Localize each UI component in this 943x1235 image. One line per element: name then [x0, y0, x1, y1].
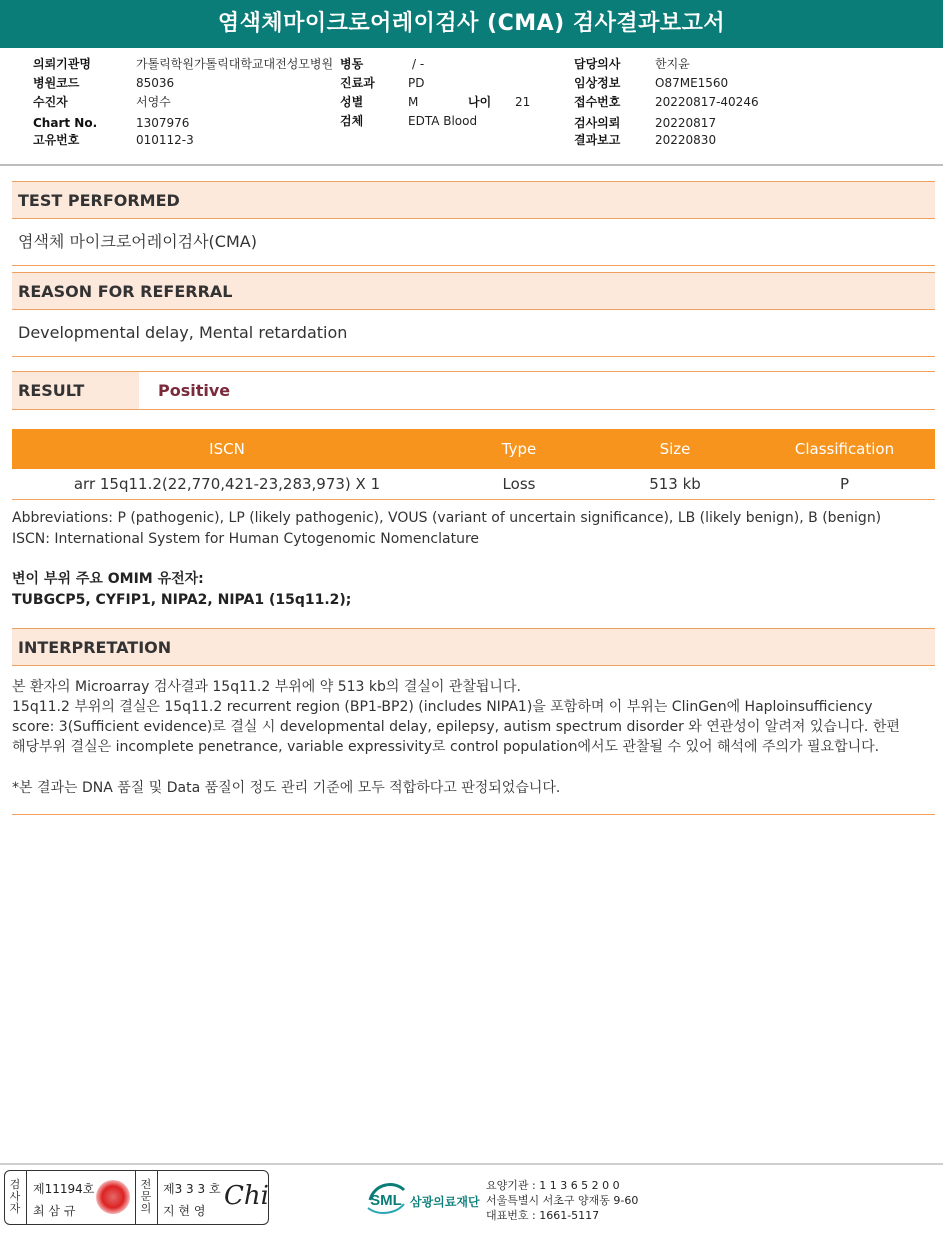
clinical-info-value: O87ME1560: [655, 76, 729, 90]
handwritten-signature: Chi: [224, 1181, 269, 1211]
footer-divider: [0, 1163, 943, 1165]
test-performed-text: 염색체 마이크로어레이검사(CMA): [12, 219, 935, 266]
vertical-char: 의: [140, 1202, 152, 1215]
reason-section: [12, 272, 935, 357]
reason-text: Developmental delay, Mental retardation: [12, 310, 935, 357]
result-value: Positive: [158, 381, 231, 400]
institution-label: 의뢰기관명: [33, 57, 91, 71]
examiner-name: 최 삼 규: [33, 1204, 76, 1218]
results-table: [12, 429, 935, 500]
age-label: 나이: [468, 95, 492, 109]
vertical-char: 전: [140, 1178, 152, 1191]
ward-label: 병동: [340, 57, 364, 71]
test-performed-section: [12, 181, 935, 266]
test-performed-heading: TEST PERFORMED: [12, 181, 935, 219]
omim-title: 변이 부위 주요 OMIM 유전자:: [12, 571, 204, 587]
quality-note: *본 결과는 DNA 품질 및 Data 품질이 정도 관리 기준에 모두 적합하다고 판정되었습니다.: [12, 780, 561, 796]
iscn-definition: ISCN: International System for Human Cytogenomic Nomenclature: [12, 531, 480, 547]
interpretation-heading: INTERPRETATION: [12, 628, 935, 666]
report-title: 염색체마이크로어레이검사 (CMA) 검사결과보고서: [0, 0, 943, 48]
result-row: [12, 371, 935, 410]
org-phone: 대표번호 : 1661-5117: [486, 1209, 600, 1222]
interpretation-line: 15q11.2 부위의 결실은 15q11.2 recurrent region (BP1-BP2) (includes NIPA1)을 포함하며 이 부위는 ClinGen에 Haploinsufficiency: [12, 699, 873, 715]
department-value: PD: [408, 76, 425, 90]
sml-logo-icon: [364, 1178, 408, 1218]
org-name: 삼광의료재단: [410, 1195, 480, 1209]
specialist-name: 지 현 영: [163, 1204, 206, 1218]
cell-type: Loss: [442, 469, 596, 499]
vertical-char: 사: [9, 1190, 21, 1203]
vertical-char: 검: [9, 1178, 21, 1191]
cell-iscn: arr 15q11.2(22,770,421-23,283,973) X 1: [12, 469, 442, 499]
doctor-value: 한지윤: [655, 57, 690, 71]
unique-no-label: 고유번호: [33, 133, 80, 147]
col-size: Size: [596, 429, 754, 469]
hospital-code-value: 85036: [136, 76, 175, 90]
examiner-license: 제11194호: [33, 1182, 95, 1196]
vertical-char: 자: [9, 1202, 21, 1215]
sex-label: 성별: [340, 95, 364, 109]
table-row: [12, 469, 935, 499]
sig-divider: [26, 1171, 27, 1224]
interpretation-line: 본 환자의 Microarray 검사결과 15q11.2 부위에 약 513 kb의 결실이 관찰됩니다.: [12, 679, 521, 695]
header-divider: [0, 164, 943, 166]
col-iscn: ISCN: [12, 429, 442, 469]
sig-divider: [157, 1171, 158, 1224]
cell-size: 513 kb: [596, 469, 754, 499]
results-table-header: [12, 429, 935, 469]
seal-stamp-icon: [96, 1180, 130, 1214]
clinical-info-label: 임상정보: [574, 76, 621, 90]
sml-logo-text: SML: [370, 1192, 402, 1209]
sex-value: M: [408, 95, 419, 109]
abbreviations-line: Abbreviations: P (pathogenic), LP (likely pathogenic), VOUS (variant of uncertain significance), LB (likely benign), B (benign): [12, 510, 882, 526]
org-address: 서울특별시 서초구 양재동 9-60: [486, 1194, 639, 1207]
chart-no-label: Chart No.: [33, 116, 98, 130]
department-label: 진료과: [340, 76, 375, 90]
interpretation-line: score: 3(Sufficient evidence)로 결실 시 developmental delay, epilepsy, autism spectrum disorder 와 연관성이 알려져 있습니다. 한편: [12, 719, 900, 735]
receipt-no-label: 접수번호: [574, 95, 621, 109]
patient-label: 수진자: [33, 95, 68, 109]
signature-box: [4, 1170, 269, 1225]
sig-divider: [135, 1171, 136, 1224]
specialist-vertical-label: [139, 1179, 153, 1215]
age-value: 21: [515, 95, 531, 109]
result-label: RESULT: [12, 372, 139, 409]
doctor-label: 담당의사: [574, 57, 621, 71]
institution-value: 가톨릭학원가톨릭대학교대전성모병원: [136, 57, 334, 71]
reason-heading: REASON FOR REFERRAL: [12, 272, 935, 310]
cell-classification: P: [754, 469, 935, 499]
patient-value: 서영수: [136, 95, 171, 109]
request-date-value: 20220817: [655, 116, 717, 130]
unique-no-value: 010112-3: [136, 133, 194, 147]
col-type: Type: [442, 429, 596, 469]
specimen-value: EDTA Blood: [408, 114, 478, 128]
hospital-code-label: 병원코드: [33, 76, 80, 90]
col-classification: Classification: [754, 429, 935, 469]
receipt-no-value: 20220817-40246: [655, 95, 759, 109]
request-date-label: 검사의뢰: [574, 116, 621, 130]
ward-value: / -: [412, 57, 425, 71]
interpretation-line: 해당부위 결실은 incomplete penetrance, variable expressivity로 control population에서도 관찰될 수 있어 해석에 주의가 필요합니다.: [12, 739, 880, 755]
org-code: 요양기관 : 1 1 3 6 5 2 0 0: [486, 1179, 620, 1192]
interpretation-divider: [12, 814, 935, 815]
report-date-value: 20220830: [655, 133, 717, 147]
report-date-label: 결과보고: [574, 133, 621, 147]
omim-genes: TUBGCP5, CYFIP1, NIPA2, NIPA1 (15q11.2);: [12, 592, 352, 608]
examiner-vertical-label: [8, 1179, 22, 1215]
vertical-char: 문: [140, 1190, 152, 1203]
specialist-license: 제3 3 3 호: [163, 1182, 221, 1196]
chart-no-value: 1307976: [136, 116, 190, 130]
specimen-label: 검체: [340, 114, 364, 128]
